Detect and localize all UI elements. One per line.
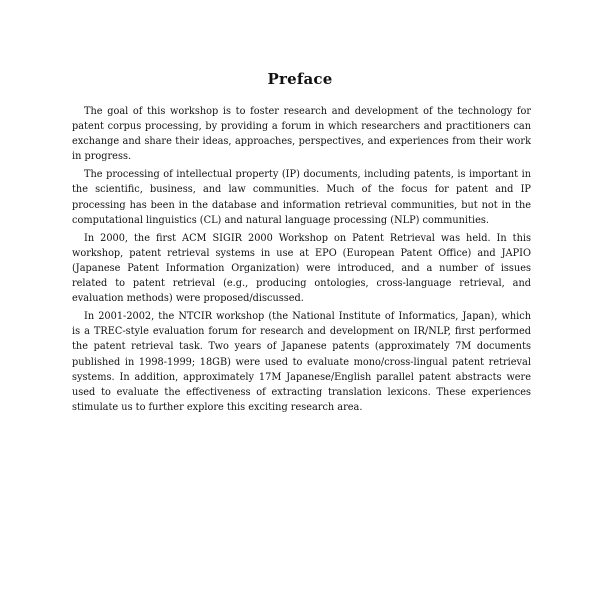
- page-title: Preface: [267, 70, 333, 88]
- paragraph-goal: The goal of this workshop is to foster research and development of the technology for patent corpus processing, by providing a forum in which researchers and practitioners can exchange and share their ideas, approaches, perspectives, and experiences from their work in progress.: [72, 106, 531, 163]
- preface-body: [72, 104, 531, 418]
- paragraph-ntcir: In 2001-2002, the NTCIR workshop (the National Institute of Informatics, Japan), which is a TREC-style evaluation forum for research and development on IR/NLP, first performed the patent retrieval task. Two years of Japanese patents (approximately 7M documents published in 1998-1999; 18GB) were used to evaluate mono/cross-lingual patent retrieval systems. In addition, approximately 17M Japanese/English parallel patent abstracts were used to evaluate the effectiveness of extracting translation lexicons. These experiences stimulate us to further explore this exciting research area.: [72, 311, 531, 413]
- paragraph-sigir-2000: In 2000, the first ACM SIGIR 2000 Workshop on Patent Retrieval was held. In this workshop, patent retrieval systems in use at EPO (European Patent Office) and JAPIO (Japanese Patent Information Organization) were introduced, and a number of issues related to patent retrieval (e.g., producing ontologies, cross-language retrieval, and evaluation methods) were proposed/discussed.: [72, 232, 531, 305]
- paragraph-ip-processing: The processing of intellectual property (IP) documents, including patents, is important in the scientific, business, and law communities. Much of the focus for patent and IP processing has been in the database and information retrieval communities, but not in the computational linguistics (CL) and natural language processing (NLP) communities.: [72, 169, 531, 226]
